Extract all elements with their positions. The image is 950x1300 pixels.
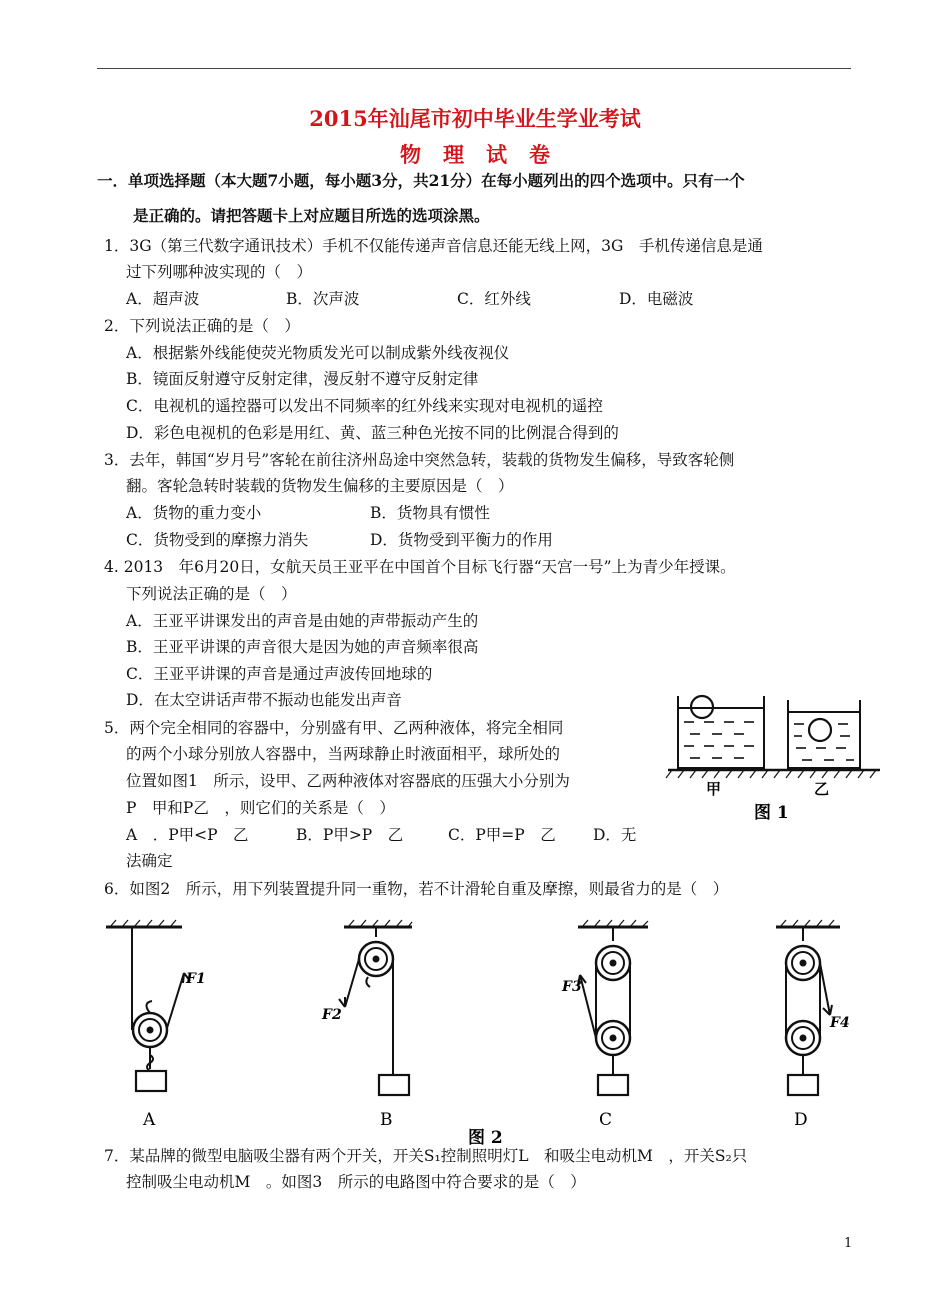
q5-option-d: D．无 xyxy=(593,826,637,844)
q5-option-b: B．P甲>P 乙 xyxy=(296,826,404,844)
pulley-label-a: A xyxy=(143,1110,156,1130)
q5-option-d-cont: 法确定 xyxy=(126,852,173,870)
q3-stem-cont: 翻。客轮急转时装载的货物发生偏移的主要原因是（ ） xyxy=(126,477,514,495)
q4-stem-cont: 下列说法正确的是（ ） xyxy=(126,585,297,603)
q3-option-c: C．货物受到的摩擦力消失 xyxy=(126,531,309,549)
pulley-label-b: B xyxy=(380,1110,393,1130)
q3-option-a: A．货物的重力变小 xyxy=(126,504,262,522)
q4-option-d: D．在太空讲话声带不振动也能发出声音 xyxy=(126,691,402,709)
page-number: 1 xyxy=(844,1236,853,1251)
q2-option-b: B．镜面反射遵守反射定律，漫反射不遵守反射定律 xyxy=(126,370,479,388)
figure-1-containers xyxy=(664,690,886,830)
q3-stem: 3．去年，韩国“岁月号”客轮在前往济州岛途中突然急转，装载的货物发生偏移，导致客轮侧 xyxy=(104,451,735,469)
q2-option-c: C．电视机的遥控器可以发出不同频率的红外线来实现对电视机的遥控 xyxy=(126,397,603,415)
q5-stem-line3: 位置如图1 所示，设甲、乙两种液体对容器底的压强大小分别为 xyxy=(126,772,570,790)
figure-1-label-left: 甲 xyxy=(706,780,722,798)
q6-stem: 6．如图2 所示，用下列装置提升同一重物，若不计滑轮自重及摩擦，则最省力的是（ ） xyxy=(104,880,729,898)
pulley-label-d: D xyxy=(794,1110,808,1130)
exam-subtitle: 物理试卷 xyxy=(400,142,572,167)
q5-stem-line2: 的两个小球分别放人容器中，当两球静止时液面相平，球所处的 xyxy=(126,745,561,763)
q2-stem: 2．下列说法正确的是（ ） xyxy=(104,317,300,335)
q1-stem-cont: 过下列哪种波实现的（ ） xyxy=(126,263,313,281)
q4-option-c: C．王亚平讲课的声音是通过声波传回地球的 xyxy=(126,665,433,683)
q1-stem: 1．3G（第三代数字通讯技术）手机不仅能传递声音信息还能无线上网，3G 手机传递信息是通 xyxy=(104,237,763,255)
q7-stem: 7．某品牌的微型电脑吸尘器有两个开关，开关S₁控制照明灯L 和吸尘电动机M ，开关S₂只 xyxy=(104,1147,748,1165)
force-label-a: F1 xyxy=(186,971,206,987)
q5-option-a: A ．P甲<P 乙 xyxy=(126,826,249,844)
q5-stem-line4: P 甲和P乙 ，则它们的关系是（ ） xyxy=(126,799,395,817)
q2-option-d: D．彩色电视机的色彩是用红、黄、蓝三种色光按不同的比例混合得到的 xyxy=(126,424,619,442)
section-heading: 一．单项选择题（本大题7小题，每小题3分，共21分）在每小题列出的四个选项中。只有一个 xyxy=(97,171,745,190)
q7-stem-cont: 控制吸尘电动机M 。如图3 所示的电路图中符合要求的是（ ） xyxy=(126,1173,586,1191)
force-label-c: F3 xyxy=(562,979,582,995)
force-label-d: F4 xyxy=(830,1015,850,1031)
q1-option-d: D．电磁波 xyxy=(619,290,694,308)
q2-option-a: A．根据紫外线能使荧光物质发光可以制成紫外线夜视仪 xyxy=(126,344,510,362)
q4-option-a: A．王亚平讲课发出的声音是由她的声带振动产生的 xyxy=(126,612,479,630)
exam-title: 2015年汕尾市初中毕业生学业考试 xyxy=(309,106,641,131)
q4-stem: 4. 2013 年6月20日，女航天员王亚平在中国首个目标飞行器“天宫一号”上为青少年授课。 xyxy=(104,558,736,576)
figure-1-caption: 图 1 xyxy=(754,803,789,823)
header-rule xyxy=(97,68,851,69)
section-heading-cont: 是正确的。请把答题卡上对应题目所选的选项涂黑。 xyxy=(133,206,490,225)
q5-stem: 5．两个完全相同的容器中，分别盛有甲、乙两种液体，将完全相同 xyxy=(104,719,564,737)
pulley-label-c: C xyxy=(599,1110,613,1130)
q1-option-b: B．次声波 xyxy=(286,290,360,308)
q5-option-c: C．P甲=P 乙 xyxy=(448,826,556,844)
q1-option-a: A．超声波 xyxy=(126,290,200,308)
figure-2-pulleys xyxy=(100,915,860,1150)
q4-option-b: B．王亚平讲课的声音很大是因为她的声音频率很高 xyxy=(126,638,479,656)
q1-option-c: C．红外线 xyxy=(457,290,531,308)
force-label-b: F2 xyxy=(322,1007,342,1023)
figure-1-label-right: 乙 xyxy=(814,780,830,798)
q3-option-d: D．货物受到平衡力的作用 xyxy=(370,531,553,549)
figure-2-caption: 图 2 xyxy=(468,1128,503,1148)
q3-option-b: B．货物具有惯性 xyxy=(370,504,490,522)
